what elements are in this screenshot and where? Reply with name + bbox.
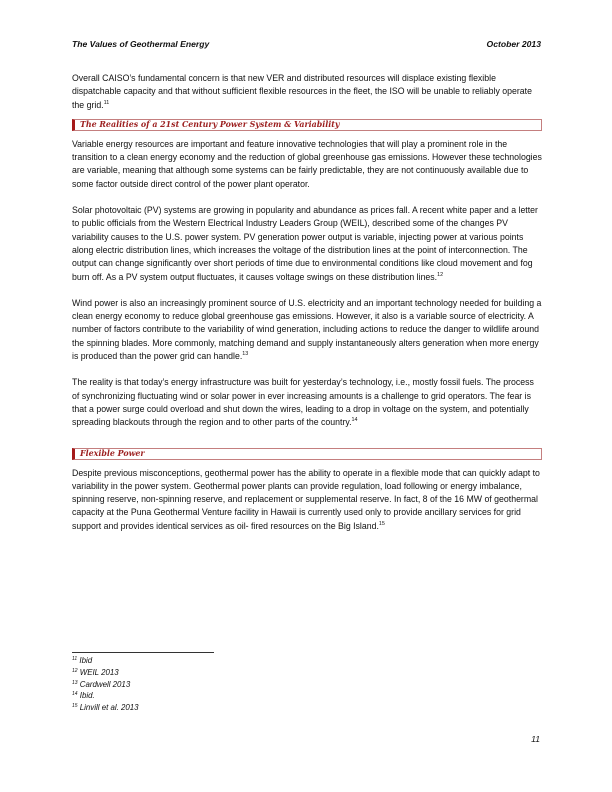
running-header-title: The Values of Geothermal Energy <box>72 39 210 49</box>
footnote-ref: 15 <box>378 520 385 527</box>
intro-paragraph: Overall CAISO’s fundamental concern is that new VER and distributed resources will displace existing flexible dispatchable capacity and that without sufficient flexible resources in the fleet, the ISO will be unable to reliably operate the grid.$^{11}$ <box>72 73 532 110</box>
footnote: $^{12}$ WEIL 2013 <box>72 667 119 677</box>
footnote: $^{11}$ Ibid <box>72 656 93 665</box>
paragraph: Solar photovoltaic (PV) systems are growing in popularity and abundance as prices fall. A recent white paper and a letter to public officials from the Western Electrical Industry Leaders Group (WEIL), described some of the changes PV variability causes to the U.S. power system. PV generation power output is variable, injecting power at various points along electric distribution lines, which increases the voltage of the distribution lines at the point of interconnection. The output can change significantly over short periods of time due to environmental conditions like cloud movement and fog burn off. As a PV system output fluctuates, it causes voltage swings on these distribution lines.$^{12}$ <box>72 205 538 282</box>
footnote: $^{14}$ Ibid. <box>72 691 95 701</box>
paragraph: The reality is that today’s energy infrastructure was built for yesterday’s technology, i.e., mostly fossil fuels. The process of synchronizing fluctuating wind or solar power in ever increasing amounts is a challenge to grid operators. The fear is that a power surge could overload and shut down the wires, leading to a drop in voltage on the system, and potentially spreading blackouts through the region and to other parts of the country.$^{14}$ <box>72 377 534 428</box>
running-header-date: October 2013 <box>486 39 541 49</box>
section-heading-flexible-power: Flexible Power <box>72 448 542 460</box>
footnote: $^{13}$ Cardwell 2013 <box>72 679 131 689</box>
section-heading-realities: The Realities of a 21st Century Power System & Variability <box>72 119 542 131</box>
paragraph: Variable energy resources are important and feature innovative technologies that will play a prominent role in the transition to a clean energy economy and the reduction of global greenhouse gas emissions. However these technologies are variable, meaning that although some systems can be fairly predictable, they are not continuously available due to some factor outside direct control of the power plant operator. <box>72 138 542 189</box>
footnote-divider <box>72 652 214 653</box>
footnote-ref: 12 <box>437 271 444 278</box>
footnote: $^{15}$ Linvill et al. 2013 <box>72 703 139 713</box>
footnote-ref: 14 <box>351 417 358 424</box>
footnote-ref: 11 <box>103 99 110 106</box>
footnotes <box>72 655 139 714</box>
paragraph: Despite previous misconceptions, geothermal power has the ability to operate in a flexible mode that can quickly adapt to variability in the power system. Geothermal power plants can provide regulation, load following or energy imbalance, spinning reserve, non-spinning reserve, and replacement or supplemental reserve. In fact, 8 of the 16 MW of geothermal capacity at the Puna Geothermal Venture facility in Hawaii is currently used only to provide ancillary services for grid support and provides identical services as oil- fired resources on the Big Island.$^{15}$ <box>72 467 540 531</box>
paragraph: Wind power is also an increasingly prominent source of U.S. electricity and an important technology needed for building a clean energy economy to reduce global greenhouse gas emissions. However, it also is a variable source of electricity. A number of factors contribute to the variability of wind generation, including actions to reduce the danger to wildlife around the spinning blades. More commonly, matching demand and supply instantaneously alters generation when more energy is produced than the power grid can handle.$^{13}$ <box>72 297 542 362</box>
page-number: 11 <box>531 734 540 744</box>
page-body <box>72 72 542 533</box>
footnote-ref: 13 <box>242 351 249 358</box>
